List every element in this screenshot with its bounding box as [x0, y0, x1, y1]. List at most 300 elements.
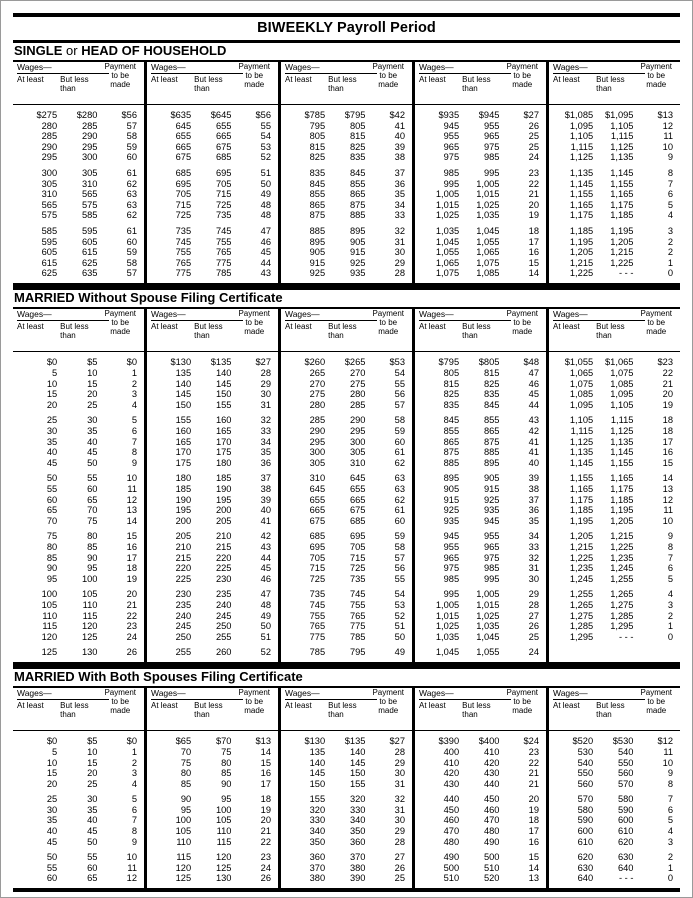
column-group-block-5 — [549, 688, 680, 888]
cell-at-least: 945 — [443, 120, 460, 131]
header-but-less-than: But less than — [462, 321, 491, 340]
table-row — [147, 447, 278, 458]
cell-at-least: 165 — [175, 436, 192, 447]
cell-at-least: 1,205 — [569, 247, 594, 258]
cell-but-less-than: 975 — [483, 141, 500, 152]
cell-but-less-than: 705 — [349, 541, 366, 552]
cell-but-less-than: 1,055 — [476, 236, 500, 247]
table-row — [13, 226, 144, 237]
cell-at-least: 305 — [41, 178, 58, 189]
cell-payment: 51 — [260, 631, 271, 642]
cell-at-least: 120 — [41, 631, 58, 642]
cell-payment: 4 — [131, 778, 137, 789]
cell-but-less-than: 765 — [349, 610, 366, 621]
cell-payment: 28 — [394, 268, 405, 279]
rows-container — [13, 105, 144, 283]
cell-but-less-than: 1,125 — [610, 426, 634, 437]
cell-but-less-than: 1,085 — [610, 378, 634, 389]
cell-but-less-than: 585 — [81, 210, 98, 221]
cell-at-least: 895 — [309, 236, 326, 247]
table-row — [147, 542, 278, 553]
cell-payment: 39 — [394, 141, 405, 152]
cell-payment: 22 — [662, 368, 673, 379]
cell-but-less-than: 1,045 — [476, 631, 500, 642]
cell-payment: 18 — [662, 415, 673, 426]
cell-payment: 31 — [394, 236, 405, 247]
table-row — [13, 247, 144, 258]
cell-payment: 63 — [126, 199, 137, 210]
cell-but-less-than: 1,035 — [476, 621, 500, 632]
header-but-less-than: But less than — [60, 74, 89, 93]
cell-at-least: 300 — [309, 447, 326, 458]
cell-payment: 28 — [394, 836, 405, 847]
table-row — [549, 495, 680, 506]
table-row — [549, 589, 680, 600]
cell-but-less-than: 290 — [81, 131, 98, 142]
cell-at-least: 945 — [443, 531, 460, 542]
cell-at-least: 1,105 — [569, 131, 594, 142]
cell-at-least: 50 — [46, 852, 58, 863]
cell-at-least: 895 — [443, 473, 460, 484]
cell-payment: 26 — [528, 621, 539, 632]
cell-payment: 58 — [126, 131, 137, 142]
cell-but-less-than: 885 — [483, 447, 500, 458]
cell-but-less-than: 645 — [349, 473, 366, 484]
cell-at-least: 1,175 — [569, 494, 594, 505]
cell-payment: 32 — [528, 552, 539, 563]
table-row — [281, 484, 412, 495]
cell-but-less-than: 305 — [81, 168, 98, 179]
table-row — [415, 863, 546, 874]
cell-payment: 43 — [528, 415, 539, 426]
column-group-header — [549, 309, 680, 351]
cell-at-least: 675 — [175, 152, 192, 163]
cell-payment: 26 — [260, 873, 271, 884]
cell-at-least: 85 — [46, 552, 58, 563]
cell-payment: 41 — [528, 436, 539, 447]
cell-at-least: 1,195 — [569, 236, 594, 247]
table-row — [549, 826, 680, 837]
table-row — [415, 779, 546, 790]
cell-but-less-than: 735 — [349, 573, 366, 584]
table-row — [415, 553, 546, 564]
cell-payment: 26 — [126, 647, 137, 658]
cell-but-less-than: 1,165 — [610, 189, 634, 200]
table-row — [415, 873, 546, 884]
cell-but-less-than: 370 — [349, 852, 366, 863]
cell-payment: 12 — [662, 120, 673, 131]
cell-but-less-than: 150 — [349, 768, 366, 779]
column-group-header — [549, 62, 680, 104]
cell-but-less-than: 280 — [349, 389, 366, 400]
wages-label: Wages— — [285, 61, 320, 72]
cell-but-less-than: 105 — [215, 815, 232, 826]
header-but-less-than: But less than — [194, 700, 223, 719]
cell-at-least: 255 — [175, 647, 192, 658]
cell-at-least: 1,015 — [435, 610, 460, 621]
wages-label: Wages— — [285, 687, 320, 698]
cell-but-less-than: 975 — [483, 552, 500, 563]
table-row — [281, 152, 412, 163]
cell-but-less-than: 225 — [215, 563, 232, 574]
cell-at-least: 560 — [577, 778, 594, 789]
table-row — [415, 852, 546, 863]
cell-at-least: 1,105 — [569, 415, 594, 426]
cell-at-least: 1,015 — [435, 199, 460, 210]
cell-but-less-than: 145 — [349, 757, 366, 768]
wages-label: Wages— — [553, 687, 588, 698]
cell-at-least: 875 — [443, 447, 460, 458]
table-row — [549, 531, 680, 542]
cell-but-less-than: 60 — [87, 862, 98, 873]
cell-at-least: 885 — [309, 226, 326, 237]
table-row — [13, 563, 144, 574]
cell-but-less-than: 55 — [87, 473, 98, 484]
table-row — [147, 632, 278, 643]
rows-container — [281, 731, 412, 888]
cell-payment: $0 — [126, 736, 137, 747]
cell-at-least: 1,045 — [435, 647, 460, 658]
cell-but-less-than: 605 — [81, 236, 98, 247]
cell-at-least: 330 — [309, 815, 326, 826]
cell-payment: 5 — [667, 199, 673, 210]
cell-at-least: 1,055 — [435, 247, 460, 258]
cell-at-least: 225 — [175, 573, 192, 584]
cell-but-less-than: 1,005 — [476, 178, 500, 189]
cell-payment: 2 — [667, 610, 673, 621]
cell-payment: 29 — [394, 826, 405, 837]
cell-but-less-than: 295 — [81, 141, 98, 152]
table-row — [415, 121, 546, 132]
cell-at-least: 610 — [577, 836, 594, 847]
cell-but-less-than: 125 — [215, 862, 232, 873]
cell-payment: 36 — [260, 457, 271, 468]
table-row — [13, 484, 144, 495]
cell-payment: 41 — [260, 515, 271, 526]
cell-but-less-than: 755 — [349, 599, 366, 610]
cell-at-least: 855 — [309, 189, 326, 200]
rows-container — [415, 105, 546, 283]
cell-at-least: 200 — [175, 515, 192, 526]
cell-at-least: 470 — [443, 826, 460, 837]
cell-payment: 7 — [667, 552, 673, 563]
table-row — [281, 189, 412, 200]
cell-at-least: 925 — [309, 268, 326, 279]
table-row — [415, 837, 546, 848]
table-row — [415, 110, 546, 121]
cell-payment: 10 — [662, 141, 673, 152]
cell-at-least: 955 — [443, 541, 460, 552]
cell-but-less-than: 520 — [483, 873, 500, 884]
cell-but-less-than: 825 — [349, 141, 366, 152]
cell-but-less-than: $1,095 — [605, 110, 634, 121]
header-payment-to-be-made: Payment to be made — [238, 61, 271, 89]
cell-at-least: 995 — [443, 589, 460, 600]
cell-payment: 21 — [528, 768, 539, 779]
header-payment-to-be-made: Payment to be made — [104, 308, 137, 336]
cell-but-less-than: 470 — [483, 815, 500, 826]
header-at-least: At least — [553, 700, 580, 710]
cell-but-less-than: 610 — [617, 826, 634, 837]
cell-payment: 0 — [667, 873, 673, 884]
cell-payment: 9 — [667, 152, 673, 163]
cell-at-least: 825 — [309, 152, 326, 163]
cell-at-least: 675 — [309, 515, 326, 526]
cell-at-least: 550 — [577, 768, 594, 779]
cell-payment: 63 — [394, 473, 405, 484]
cell-at-least: 715 — [175, 199, 192, 210]
column-group-header — [415, 62, 546, 104]
cell-payment: 1 — [131, 746, 137, 757]
cell-at-least: 575 — [41, 210, 58, 221]
rows-container — [147, 352, 278, 661]
cell-at-least: 1,245 — [569, 573, 594, 584]
cell-but-less-than: $265 — [344, 357, 366, 368]
cell-but-less-than: - - - — [618, 631, 634, 642]
table-row — [281, 805, 412, 816]
cell-at-least: 105 — [41, 599, 58, 610]
table-row — [415, 794, 546, 805]
cell-payment: 50 — [260, 178, 271, 189]
cell-but-less-than: 985 — [483, 152, 500, 163]
cell-at-least: 195 — [175, 505, 192, 516]
cell-payment: 57 — [126, 268, 137, 279]
cell-but-less-than: 85 — [87, 541, 98, 552]
cell-payment: $48 — [523, 357, 539, 368]
cell-payment: 59 — [394, 531, 405, 542]
cell-payment: 33 — [394, 210, 405, 221]
cell-but-less-than: 75 — [87, 515, 98, 526]
cell-payment: 1 — [667, 862, 673, 873]
cell-but-less-than: 1,105 — [610, 120, 634, 131]
wages-label: Wages— — [17, 61, 52, 72]
table-row — [415, 152, 546, 163]
cell-at-least: 450 — [443, 804, 460, 815]
cell-payment: 25 — [528, 631, 539, 642]
table-row — [13, 516, 144, 527]
table-row — [549, 142, 680, 153]
cell-at-least: 640 — [577, 873, 594, 884]
cell-payment: 14 — [662, 473, 673, 484]
table-row — [13, 837, 144, 848]
cell-but-less-than: 1,085 — [476, 268, 500, 279]
rows-container — [281, 352, 412, 661]
table-row — [549, 736, 680, 747]
cell-payment: 20 — [126, 589, 137, 600]
cell-but-less-than: $1,065 — [605, 357, 634, 368]
table-row — [415, 210, 546, 221]
cell-at-least: 725 — [175, 210, 192, 221]
table-row — [147, 484, 278, 495]
cell-payment: 7 — [667, 794, 673, 805]
cell-payment: 55 — [260, 120, 271, 131]
cell-but-less-than: 865 — [349, 189, 366, 200]
table-row — [549, 484, 680, 495]
table-row — [415, 574, 546, 585]
cell-payment: 4 — [667, 589, 673, 600]
header-but-less-than: But less than — [596, 74, 625, 93]
cell-at-least: 600 — [577, 826, 594, 837]
column-group-block-3 — [281, 688, 415, 888]
table-row — [147, 873, 278, 884]
cell-but-less-than: 1,015 — [476, 599, 500, 610]
cell-at-least: 75 — [180, 757, 192, 768]
table-row — [13, 758, 144, 769]
cell-at-least: 530 — [577, 746, 594, 757]
cell-payment: 47 — [260, 589, 271, 600]
table-row — [13, 447, 144, 458]
cell-at-least: 955 — [443, 131, 460, 142]
cell-at-least: 965 — [443, 552, 460, 563]
cell-at-least: 1,225 — [569, 268, 594, 279]
wages-label: Wages— — [419, 61, 454, 72]
cell-but-less-than: 120 — [215, 852, 232, 863]
cell-payment: 62 — [126, 178, 137, 189]
column-group-header — [415, 688, 546, 730]
cell-at-least: 805 — [443, 368, 460, 379]
table-row — [549, 400, 680, 411]
table-row — [281, 179, 412, 190]
table-row — [549, 621, 680, 632]
cell-at-least: 845 — [309, 178, 326, 189]
cell-payment: 48 — [260, 199, 271, 210]
cell-but-less-than: 635 — [81, 268, 98, 279]
section-heading: MARRIED Without Spouse Filing Certificate — [14, 290, 283, 306]
cell-at-least: 685 — [309, 531, 326, 542]
cell-but-less-than: 595 — [81, 226, 98, 237]
cell-but-less-than: 25 — [87, 778, 98, 789]
table-row — [147, 437, 278, 448]
cell-payment: 12 — [126, 873, 137, 884]
cell-payment: 14 — [528, 268, 539, 279]
cell-at-least: 150 — [309, 778, 326, 789]
header-payment-to-be-made: Payment to be made — [506, 308, 539, 336]
table-row — [13, 258, 144, 269]
table-row — [549, 542, 680, 553]
table-row — [415, 542, 546, 553]
table-row — [13, 426, 144, 437]
cell-at-least: 745 — [309, 599, 326, 610]
table-row — [13, 574, 144, 585]
cell-at-least: $0 — [46, 357, 58, 368]
cell-payment: 20 — [662, 389, 673, 400]
cell-but-less-than: 785 — [215, 268, 232, 279]
cell-payment: 35 — [528, 515, 539, 526]
table-row — [415, 473, 546, 484]
cell-but-less-than: 30 — [87, 415, 98, 426]
cell-payment: 39 — [528, 473, 539, 484]
cell-but-less-than: 945 — [483, 515, 500, 526]
cell-at-least: 110 — [176, 836, 192, 847]
cell-but-less-than: 835 — [349, 152, 366, 163]
cell-payment: 7 — [667, 178, 673, 189]
cell-but-less-than: 290 — [349, 415, 366, 426]
table-row — [415, 747, 546, 758]
column-group-block-4 — [415, 688, 549, 888]
cell-payment: 21 — [260, 826, 271, 837]
cell-payment: 52 — [260, 647, 271, 658]
cell-but-less-than: 90 — [87, 552, 98, 563]
table-row — [147, 247, 278, 258]
cell-but-less-than: 25 — [87, 399, 98, 410]
column-group-header — [13, 688, 144, 730]
cell-at-least: 5 — [51, 746, 58, 757]
cell-but-less-than: 995 — [483, 168, 500, 179]
cell-but-less-than: 80 — [221, 757, 232, 768]
table-row — [549, 815, 680, 826]
table-row — [549, 179, 680, 190]
cell-payment: 47 — [260, 226, 271, 237]
cell-payment: 20 — [260, 815, 271, 826]
wages-label: Wages— — [151, 308, 186, 319]
cell-at-least: 1,115 — [570, 426, 594, 437]
cell-at-least: 655 — [309, 494, 326, 505]
table-row — [13, 621, 144, 632]
cell-payment: $12 — [657, 736, 673, 747]
cell-payment: 26 — [394, 862, 405, 873]
cell-but-less-than: $5 — [87, 736, 98, 747]
cell-at-least: 140 — [175, 378, 192, 389]
cell-at-least: 630 — [577, 862, 594, 873]
table-row — [549, 237, 680, 248]
cell-at-least: 290 — [309, 426, 326, 437]
cell-at-least: 1,035 — [435, 226, 460, 237]
table-row — [147, 258, 278, 269]
cell-but-less-than: 185 — [215, 473, 232, 484]
header-but-less-than: But less than — [462, 700, 491, 719]
column-group-block-4 — [415, 62, 549, 283]
cell-at-least: 975 — [443, 152, 460, 163]
cell-but-less-than: 640 — [617, 862, 634, 873]
cell-but-less-than: 885 — [349, 210, 366, 221]
table-row — [147, 368, 278, 379]
cell-payment: 21 — [662, 378, 673, 389]
cell-payment: 45 — [260, 247, 271, 258]
cell-but-less-than: 430 — [483, 768, 500, 779]
table-row — [147, 815, 278, 826]
cell-at-least: 145 — [175, 389, 192, 400]
cell-at-least: 70 — [46, 515, 58, 526]
table-row — [549, 226, 680, 237]
cell-but-less-than: 285 — [349, 399, 366, 410]
cell-payment: 44 — [260, 257, 271, 268]
cell-payment: 48 — [260, 210, 271, 221]
cell-but-less-than: 460 — [483, 804, 500, 815]
cell-payment: 34 — [260, 436, 271, 447]
cell-but-less-than: 105 — [81, 589, 98, 600]
cell-at-least: 805 — [309, 131, 326, 142]
table-row — [147, 826, 278, 837]
table-row — [415, 589, 546, 600]
cell-but-less-than: 40 — [87, 815, 98, 826]
table-row — [549, 473, 680, 484]
cell-payment: 59 — [126, 141, 137, 152]
table-row — [281, 121, 412, 132]
cell-but-less-than: 510 — [483, 862, 500, 873]
cell-but-less-than: 1,075 — [476, 257, 500, 268]
column-group-block-2 — [147, 309, 281, 662]
cell-at-least: 125 — [175, 873, 192, 884]
cell-at-least: $520 — [572, 736, 594, 747]
cell-payment: 36 — [528, 505, 539, 516]
cell-payment: 11 — [663, 505, 673, 516]
rows-container — [549, 352, 680, 646]
cell-payment: 60 — [394, 515, 405, 526]
table-row — [549, 600, 680, 611]
table-row — [415, 237, 546, 248]
cell-payment: 33 — [528, 541, 539, 552]
cell-at-least: 350 — [309, 836, 326, 847]
